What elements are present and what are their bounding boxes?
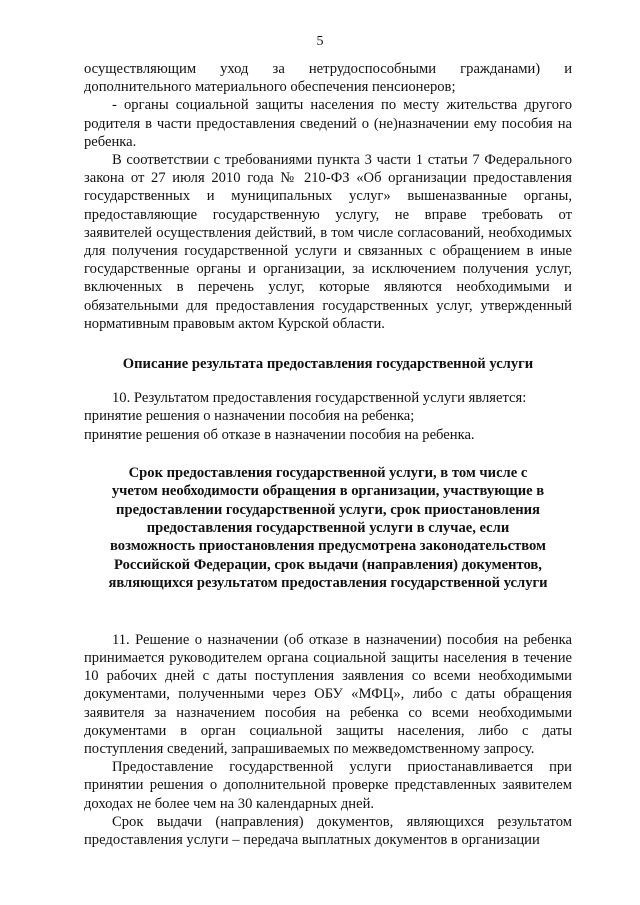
paragraph-federal-law-requirements: В соответствии с требованиями пункта 3 части 1 статьи 7 Федерального закона от 27 июля 2010 года № 210-ФЗ «Об организации предоставления государственных и муниципальных услуг» вышеназванные органы, предоставляющие государственную услугу, не вправе требовать от заявителей осуществления действий, в том числе согласований, необходимых для получения государственной услуги и связанных с обращением в иные государственные органы и организации, за исключением получения услуг, включенных в перечень услуг, которые являются необходимыми и обязательными для предоставления государственных услуг, утвержденный нормативным правовым актом Курской области. — [84, 152, 572, 332]
paragraph-document-issue-term: Срок выдачи (направления) документов, являющихся результатом предоставления услуги – передача выплатных документов в организации — [84, 813, 572, 848]
paragraph-social-protection-bodies: - органы социальной защиты населения по месту жительства другого родителя в части предоставления сведений о (не)назначении ему пособия на ребенка. — [84, 97, 572, 150]
result-line-refusal: принятие решения об отказе в назначении пособия на ребенка. — [84, 426, 475, 443]
page-number: 5 — [316, 34, 324, 49]
document-body — [84, 60, 572, 849]
heading-service-term: Срок предоставления государственной услуги, в том числе с учетом необходимости обращения в организации, участвующие в предоставлении государственной услуги, срок приостановления предоставления государственной услуги в случае, если возможность приостановления предусмотрена законодательством Российской Федерации, срок выдачи (направления) документов, являющихся результатом предоставления государственной услуги — [108, 464, 548, 592]
paragraph-continuation: осуществляющим уход за нетрудоспособными гражданами) и дополнительного материального обеспечения пенсионеров; — [84, 61, 572, 96]
section-spacer — [84, 593, 572, 631]
heading-service-result: Описание результата предоставления государственной услуги — [122, 356, 534, 373]
paragraph-suspension: Предоставление государственной услуги приостанавливается при принятии решения о дополнительной проверке представленных заявителем доходах не более чем на 30 календарных дней. — [84, 759, 572, 812]
paragraph-item-10: 10. Результатом предоставления государственной услуги является: — [112, 390, 527, 407]
result-line-assignment: принятие решения о назначении пособия на ребенка; — [84, 408, 415, 425]
paragraph-item-11: 11. Решение о назначении (об отказе в назначении) пособия на ребенка принимается руководителем органа социальной защиты населения в течение 10 рабочих дней с даты поступления заявления со всеми необходимыми документами, полученными через ОБУ «МФЦ», либо с даты обращения заявителя за назначением пособия на ребенка со всеми необходимыми документами в орган социальной защиты населения, либо с даты поступления сведений, запрашиваемых по межведомственному запросу. — [84, 631, 572, 757]
